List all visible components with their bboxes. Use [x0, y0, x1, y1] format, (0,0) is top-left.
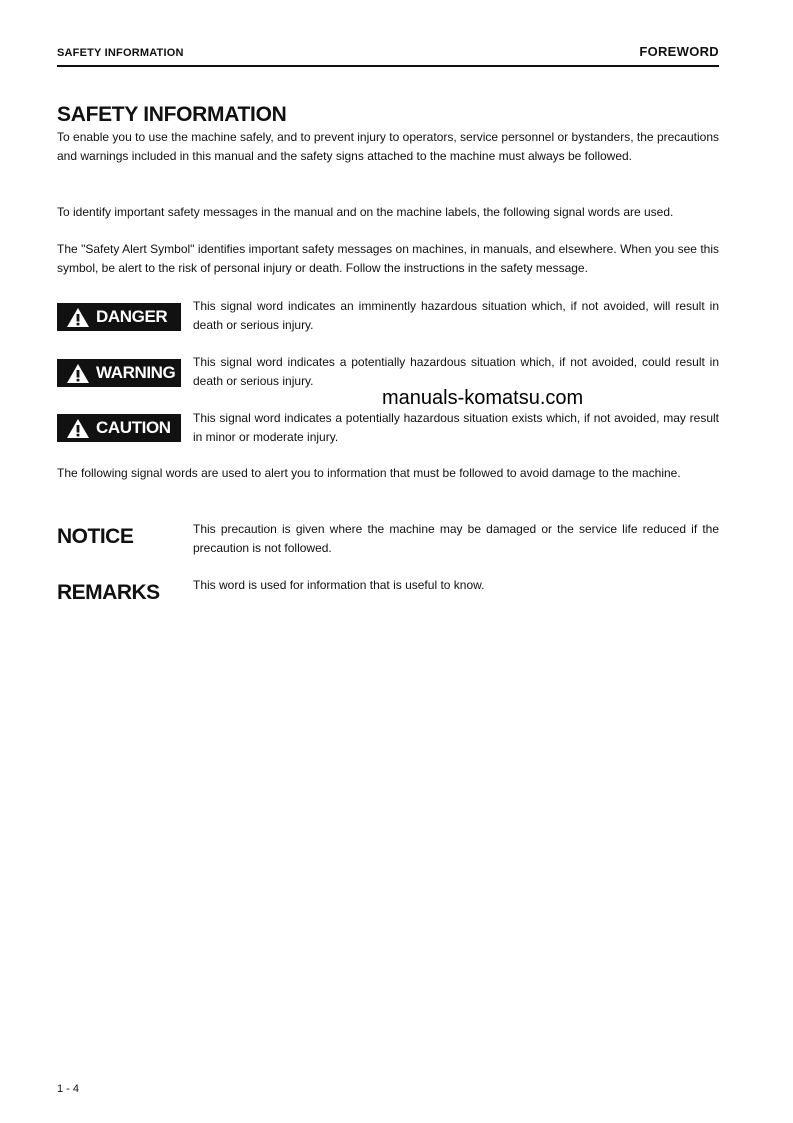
intro-paragraph: To enable you to use the machine safely, and to prevent injury to operators, service personnel or bystanders, the precautions and warnings included in this manual and the safety signs attached to the machine must always be followed.	[57, 130, 719, 163]
signal-words-paragraph: To identify important safety messages in the manual and on the machine labels, the following signal words are used.	[57, 205, 674, 219]
page-header	[57, 44, 719, 67]
danger-label: DANGER	[96, 307, 168, 326]
header-section-title: SAFETY INFORMATION	[57, 47, 184, 59]
danger-badge	[57, 303, 181, 331]
warning-triangle-icon	[66, 363, 90, 384]
warning-description: This signal word indicates a potentially hazardous situation which, if not avoided, could result in death or serious injury.	[193, 355, 719, 388]
alert-symbol-paragraph: The "Safety Alert Symbol" identifies important safety messages on machines, in manuals, and elsewhere. When you see this symbol, be alert to the risk of personal injury or death. Follow the instructions in the safety message.	[57, 242, 719, 275]
warning-triangle-icon	[66, 307, 90, 328]
danger-description: This signal word indicates an imminently hazardous situation which, if not avoided, will result in death or serious injury.	[193, 299, 719, 332]
notice-row	[57, 520, 719, 560]
remarks-description: This word is used for information that is useful to know.	[193, 578, 485, 592]
header-chapter-title: FOREWORD	[639, 44, 719, 59]
watermark-text: manuals-komatsu.com	[382, 387, 584, 409]
notice-description: This precaution is given where the machine may be damaged or the service life reduced if the precaution is not followed.	[193, 522, 719, 555]
remarks-label: REMARKS	[57, 581, 160, 604]
caution-badge	[57, 414, 181, 442]
caution-signal-row	[57, 409, 719, 449]
damage-words-paragraph: The following signal words are used to alert you to information that must be followed to avoid damage to the machine.	[57, 466, 681, 480]
warning-badge	[57, 359, 181, 387]
warning-triangle-icon	[66, 418, 90, 439]
danger-signal-row	[57, 297, 719, 337]
caution-label: CAUTION	[96, 418, 171, 437]
remarks-row	[57, 576, 719, 616]
page-title: SAFETY INFORMATION	[57, 103, 287, 126]
warning-label: WARNING	[96, 363, 176, 382]
notice-label: NOTICE	[57, 525, 134, 548]
caution-description: This signal word indicates a potentially hazardous situation exists which, if not avoided, may result in minor or moderate injury.	[193, 411, 719, 444]
page-number: 1 - 4	[57, 1083, 80, 1095]
